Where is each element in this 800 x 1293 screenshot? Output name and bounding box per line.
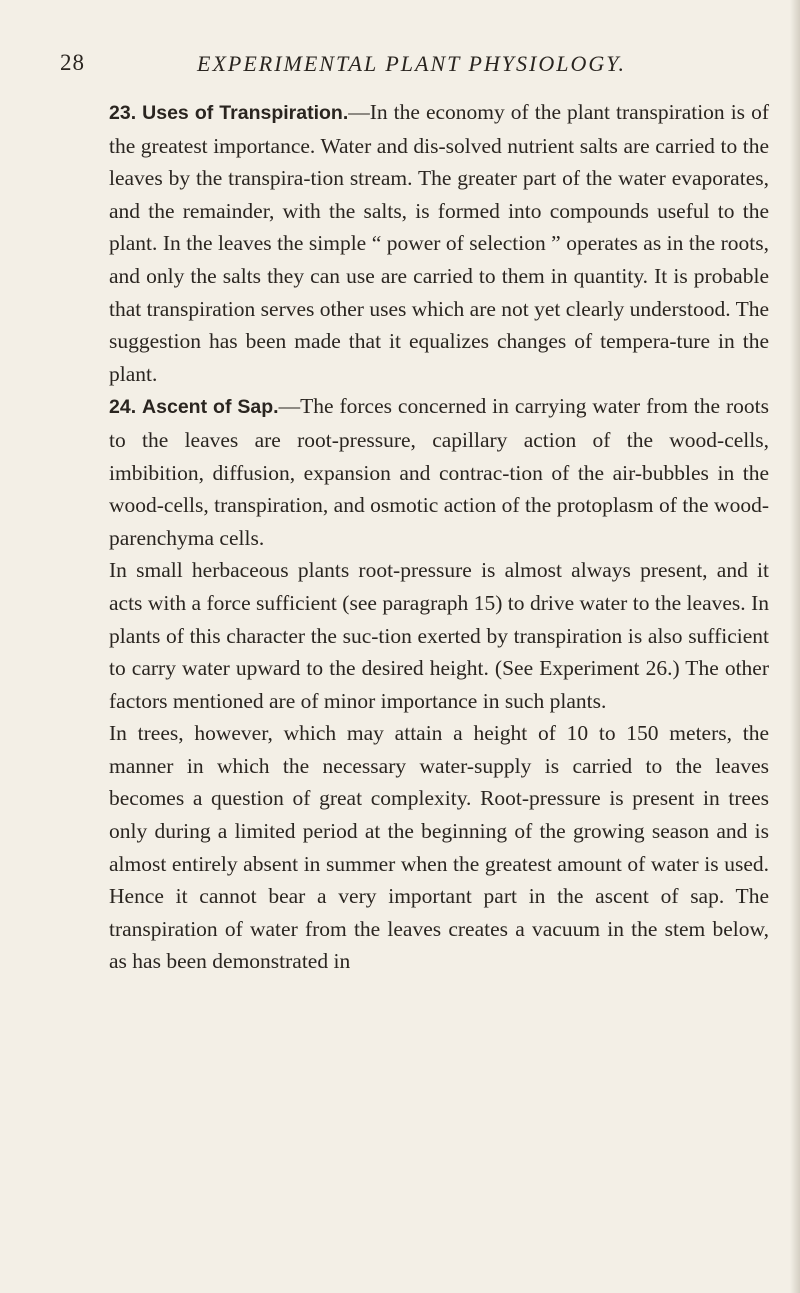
- section-24-paragraph: [109, 390, 769, 554]
- paragraph: In small herbaceous plants root-pressure is almost always present, and it acts with a force sufficient (see paragraph 15) to drive water to the leaves. In plants of this character the suc-tion exerted by transpiration is also sufficient to carry water upward to the desired height. (See Experiment 26.) The other factors mentioned are of minor importance in such plants.: [109, 558, 769, 713]
- section-heading: Uses of Transpiration.: [142, 102, 349, 124]
- section-number: 23.: [109, 102, 137, 124]
- page-number: 28: [60, 50, 85, 75]
- section-number: 24.: [109, 396, 137, 419]
- section-heading: Ascent of Sap.: [142, 396, 279, 419]
- section-text: —In the economy of the plant transpiration is of the greatest importance. Water and dis-solved nutrient salts are carried to the leaves by the transpira-tion stream. The greater part of the water evaporates, and the remainder, with the salts, is formed into compounds useful to the plant. In the leaves the simple “ power of selection ” operates as in the roots, and only the salts they can use are carried to them in quantity. It is probable that transpiration serves other uses which are not yet clearly understood. The suggestion has been made that it equalizes changes of tempera-ture in the plant.: [109, 100, 769, 386]
- body-text: [109, 96, 769, 978]
- section-text: —The forces concerned in carrying water from the roots to the leaves are root-pressure, capillary action of the wood-cells, imbibition, diffusion, expansion and contrac-tion of the air-bubbles in the wood-cells, transpiration, and osmotic action of the protoplasm of the wood-parenchyma cells.: [109, 394, 769, 550]
- running-title: EXPERIMENTAL PLANT PHYSIOLOGY.: [197, 51, 626, 76]
- section-23-paragraph: [109, 96, 769, 390]
- page-header: [60, 50, 760, 80]
- page-edge-shadow: [790, 0, 800, 1293]
- paragraph: In trees, however, which may attain a height of 10 to 150 meters, the manner in which the necessary water-supply is carried to the leaves becomes a question of great complexity. Root-pressure is present in trees only during a limited period at the beginning of the growing season and is almost entirely absent in summer when the greatest amount of water is used. Hence it cannot bear a very important part in the ascent of sap. The transpiration of water from the leaves creates a vacuum in the stem below, as has been demonstrated in: [109, 721, 769, 974]
